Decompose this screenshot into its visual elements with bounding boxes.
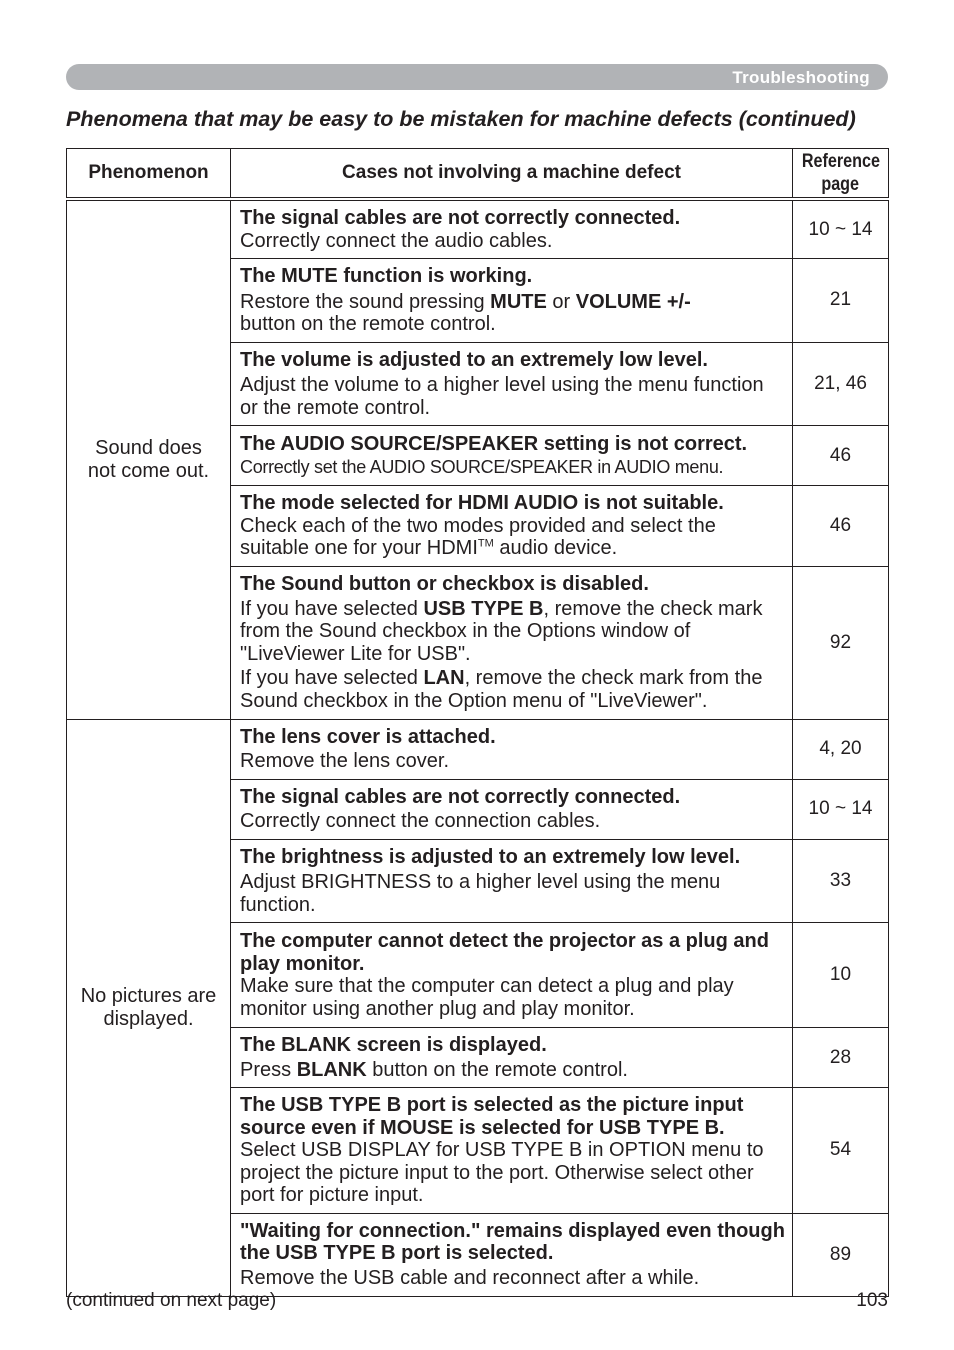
reference-page: 46 [793, 426, 889, 486]
case-cell: The lens cover is attached. Remove the lens cover. [231, 719, 793, 779]
case-cell: The mode selected for HDMI AUDIO is not suitable. Check each of the two modes provided and select the suitable one for your HDMI™ audio device. [231, 486, 793, 567]
case-cell: The brightness is adjusted to an extremely low level. Adjust BRIGHTNESS to a higher level using the menu function. [231, 839, 793, 923]
column-header-reference: Reference page [793, 149, 889, 200]
reference-page: 46 [793, 486, 889, 567]
case-cell: The volume is adjusted to an extremely low level. Adjust the volume to a higher level using the menu function or the remote control. [231, 342, 793, 426]
case-cell: The signal cables are not correctly connected. Correctly connect the audio cables. [231, 199, 793, 259]
page-number: 103 [856, 1290, 888, 1311]
phenomenon-no-pictures: No pictures are displayed. [67, 719, 231, 1296]
reference-page: 89 [793, 1213, 889, 1296]
case-cell: The USB TYPE B port is selected as the picture input source even if MOUSE is selected for USB TYPE B. Select USB DISPLAY for USB TYPE B in OPTION menu to project the picture input to the port. Otherwise select other port for picture input. [231, 1088, 793, 1214]
page-title: Phenomena that may be easy to be mistaken for machine defects (continued) [66, 107, 856, 131]
table-row [67, 719, 889, 779]
continued-note: (continued on next page) [66, 1290, 277, 1311]
troubleshooting-table [66, 148, 889, 1297]
case-cell: "Waiting for connection." remains displayed even though the USB TYPE B port is selected. Remove the USB cable and reconnect after a while. [231, 1213, 793, 1296]
phenomenon-sound: Sound does not come out. [67, 199, 231, 719]
table-row [67, 199, 889, 259]
reference-page: 10 ~ 14 [793, 779, 889, 839]
column-header-cases: Cases not involving a machine defect [231, 149, 793, 200]
column-header-phenomenon: Phenomenon [67, 149, 231, 200]
reference-page: 33 [793, 839, 889, 923]
section-header-bar [66, 64, 888, 90]
case-cell: The BLANK screen is displayed. Press BLANK button on the remote control. [231, 1028, 793, 1088]
reference-page: 21, 46 [793, 342, 889, 426]
reference-page: 92 [793, 566, 889, 719]
case-cell: The computer cannot detect the projector as a plug and play monitor. Make sure that the computer can detect a plug and play monitor using another plug and play monitor. [231, 923, 793, 1028]
reference-page: 54 [793, 1088, 889, 1214]
reference-page: 28 [793, 1028, 889, 1088]
reference-page: 10 ~ 14 [793, 199, 889, 259]
reference-page: 4, 20 [793, 719, 889, 779]
case-cell: The MUTE function is working. Restore the sound pressing MUTE or VOLUME +/- button on the remote control. [231, 259, 793, 343]
case-cell: The AUDIO SOURCE/SPEAKER setting is not correct. Correctly set the AUDIO SOURCE/SPEAKER in AUDIO menu. [231, 426, 793, 486]
case-cell: The signal cables are not correctly connected. Correctly connect the connection cables. [231, 779, 793, 839]
case-cell: The Sound button or checkbox is disabled. If you have selected USB TYPE B, remove the check mark from the Sound checkbox in the Options window of "LiveViewer Lite for USB". If you have selected LAN, remove the check mark from the Sound checkbox in the Option menu of "LiveViewer". [231, 566, 793, 719]
reference-page: 10 [793, 923, 889, 1028]
reference-page: 21 [793, 259, 889, 343]
table-header-row [67, 149, 889, 200]
section-label: Troubleshooting [732, 68, 870, 87]
